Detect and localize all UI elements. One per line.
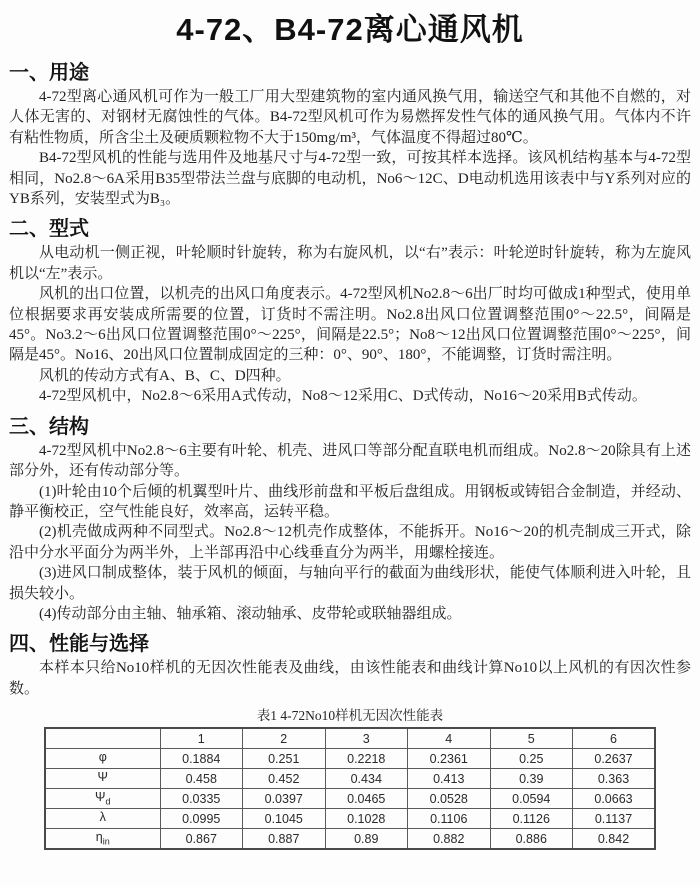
- paragraph: 4-72型离心通风机可作为一般工厂用大型建筑物的室内通风换气用，输送空气和其他不自燃的，对人体无害的、对钢材无腐蚀性的气体。B4-72型风机可作为易燃挥发性气体的通风换气用。气体内不许有粘性物质，所含尘土及硬质颗粒物不大于150mg/m³，气体温度不得超过80℃。: [9, 89, 691, 146]
- table-cell: 0.25: [490, 749, 573, 769]
- table-cell: 0.867: [160, 829, 243, 850]
- section-structure: [9, 410, 691, 625]
- row-label-main: φ: [98, 750, 107, 765]
- table-cell: 0.0594: [490, 789, 573, 809]
- paragraph: 本样本只给No10样机的无因次性能表及曲线，由该性能表和曲线计算No10以上风机的有因次性参数。: [9, 660, 691, 697]
- row-label-phi: [45, 749, 160, 769]
- section-heading-type: 二、型式: [9, 218, 89, 241]
- table-caption: 表1 4-72No10样机无因次性能表: [256, 708, 444, 724]
- section-heading-usage: 一、用途: [9, 62, 89, 84]
- section-usage: [9, 56, 691, 209]
- table-cell: 0.842: [573, 829, 656, 850]
- table-header-row: [45, 728, 655, 749]
- table-header-cell: 1: [160, 728, 243, 749]
- paragraph: 4-72型风机中No2.8～6主要有叶轮、机壳、进风口等部分配直联电机而组成。No2.8～20除具有上述部分外，还有传动部分等。: [9, 442, 691, 480]
- table-cell: 0.0528: [408, 789, 491, 809]
- table-cell: 0.2637: [573, 749, 656, 769]
- table-cell: 0.1137: [573, 809, 656, 829]
- row-label-main: Ψ: [97, 770, 108, 785]
- paragraph: (3)进风口制成整体，装于风机的倾面，与轴向平行的截面为曲线形状，能使气体顺利进入叶轮，且损失较小。: [9, 565, 691, 602]
- table-cell: 0.0663: [573, 789, 656, 809]
- table-cell: 0.89: [325, 829, 408, 850]
- table-cell: 0.452: [243, 769, 326, 789]
- table-header-cell: 3: [325, 728, 408, 749]
- row-label-main: λ: [99, 810, 106, 825]
- table-row: [45, 749, 655, 769]
- row-label-sub: d: [105, 796, 111, 807]
- table-header-cell: 5: [490, 728, 573, 749]
- row-label-main: Ψ: [95, 790, 106, 805]
- row-label-sub: in: [102, 836, 110, 847]
- section-type: [9, 212, 691, 406]
- table-cell: 0.886: [490, 829, 573, 850]
- table-row: [45, 789, 655, 809]
- table-row: [45, 809, 655, 829]
- table-cell: 0.1884: [160, 749, 243, 769]
- table-row: [45, 829, 655, 850]
- table-header-cell: [45, 728, 160, 749]
- row-label-psi: [45, 769, 160, 789]
- table-cell: 0.887: [243, 829, 326, 850]
- table-cell: 0.1106: [408, 809, 491, 829]
- table-cell: 0.0397: [243, 789, 326, 809]
- table-cell: 0.0335: [160, 789, 243, 809]
- row-label-psi-d: [45, 789, 160, 809]
- table-cell: 0.1028: [325, 809, 408, 829]
- table-cell: 0.363: [573, 769, 656, 789]
- row-label-lambda: [45, 809, 160, 829]
- paragraph: 风机的传动方式有A、B、C、D四种。: [39, 367, 291, 384]
- page-title: 4-72、B4-72离心通风机: [176, 12, 524, 47]
- paragraph: B4-72型风机的性能与选用件及地基尺寸与4-72型一致，可按其样本选择。该风机结构基本与4-72型相同，No2.8～6A采用B35型带法兰盘与底脚的电动机，No6～12C、D电动机选用该表中与Y系列对应的YB系列，安装型式为B₃。: [9, 150, 691, 208]
- table-cell: 0.0465: [325, 789, 408, 809]
- table-header-cell: 4: [408, 728, 491, 749]
- table-cell: 0.1126: [490, 809, 573, 829]
- table-cell: 0.413: [408, 769, 491, 789]
- row-label-eta: [45, 829, 160, 850]
- table-cell: 0.1045: [243, 809, 326, 829]
- table-cell: 0.458: [160, 769, 243, 789]
- paragraph: 风机的出口位置，以机壳的出风口角度表示。4-72型风机No2.8～6出厂时均可做成1种型式，使用单位根据要求再安装成所需要的位置，订货时不需注明。No2.8出风口位置调整范围0°～22.5°，间隔是45°。No3.2～6出风口位置调整范围0°～225°，间隔是22.5°；No8～12出风口位置调整范围0°～225°，间隔是45°。No16、20出风口位置制成固定的三种：0°、90°、180°，不能调整，订货时需注明。: [9, 286, 691, 364]
- table-cell: 0.2361: [408, 749, 491, 769]
- table-cell: 0.434: [325, 769, 408, 789]
- table-cell: 0.2218: [325, 749, 408, 769]
- section-heading-performance: 四、性能与选择: [9, 633, 149, 656]
- row-label-main: η: [95, 830, 103, 845]
- paragraph: 从电动机一侧正视，叶轮顺时针旋转，称为右旋风机，以“右”表示：叶轮逆时针旋转，称为左旋风机以“左”表示。: [9, 245, 691, 282]
- table-cell: 0.251: [243, 749, 326, 769]
- table-row: [45, 769, 655, 789]
- paragraph: (2)机壳做成两种不同型式。No2.8～12机壳作成整体，不能拆开。No16～20的机壳制成三开式，除沿中分水平面分为两半外，上半部再沿中心线垂直分为两半，用螺栓接连。: [9, 524, 691, 561]
- table-header-cell: 2: [243, 728, 326, 749]
- paragraph: (4)传动部分由主轴、轴承箱、滚动轴承、皮带轮或联轴器组成。: [39, 605, 462, 622]
- paragraph: 4-72型风机中，No2.8～6采用A式传动，No8～12采用C、D式传动，No16～20采用B式传动。: [39, 388, 647, 405]
- paragraph: (1)叶轮由10个后倾的机翼型叶片、曲线形前盘和平板后盘组成。用钢板或铸铝合金制造，并经动、静平衡校正，空气性能良好，效率高，运转平稳。: [9, 483, 691, 520]
- table-cell: 0.882: [408, 829, 491, 850]
- table-header-cell: 6: [573, 728, 656, 749]
- performance-table: [44, 727, 656, 850]
- section-heading-structure: 三、结构: [9, 415, 89, 438]
- section-performance: [9, 627, 691, 699]
- table-cell: 0.39: [490, 769, 573, 789]
- table-cell: 0.0995: [160, 809, 243, 829]
